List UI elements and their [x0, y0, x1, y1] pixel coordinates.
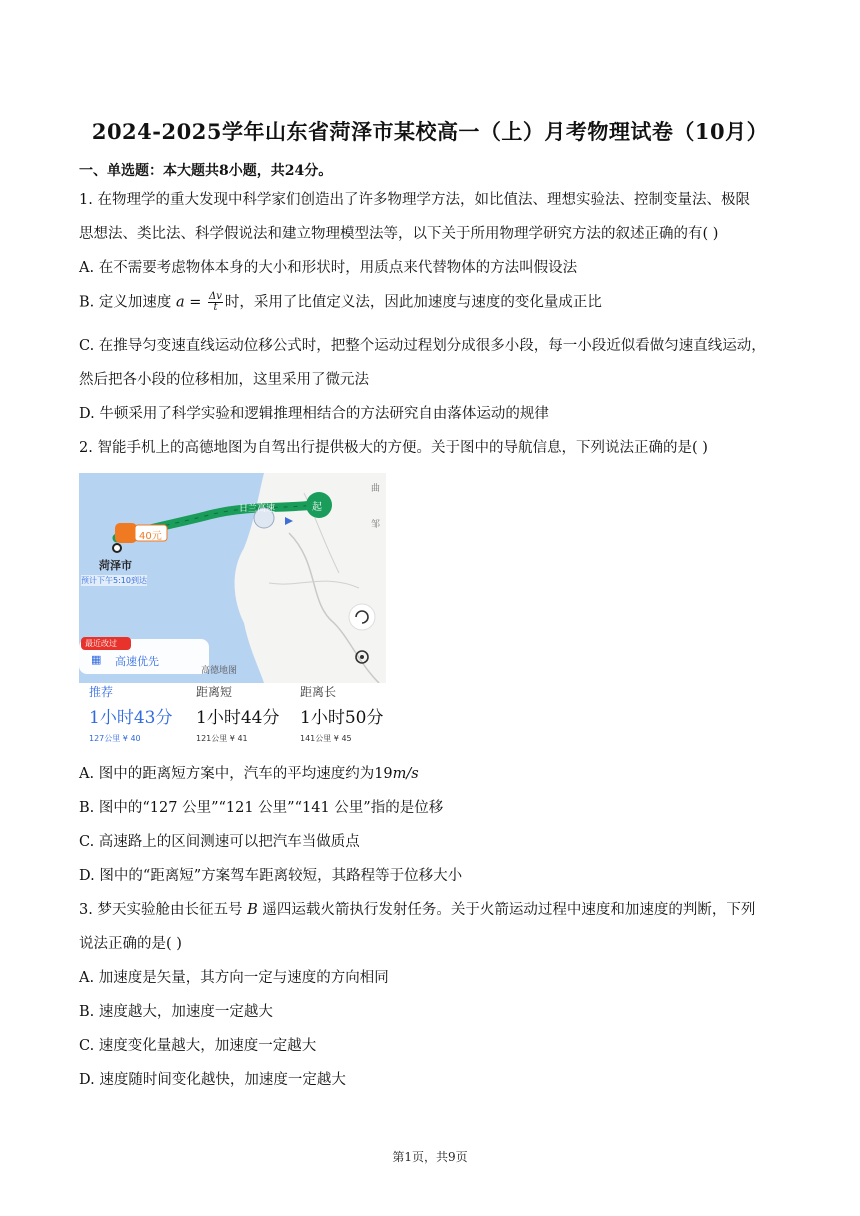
map-place-label-1: 曲: [371, 484, 381, 494]
q1-formula-eq: =: [184, 294, 207, 311]
q3-option-b: B. 速度越大，加速度一定越大: [79, 1004, 273, 1020]
route-option-long: [300, 683, 383, 744]
destination-dot-icon: [113, 544, 121, 552]
q1-formula-fraction: [208, 292, 223, 313]
grid-icon: ▦: [91, 653, 102, 666]
q1-stem-line1: 1. 在物理学的重大发现中科学家们创造出了许多物理学方法，如比值法、理想实验法、控制变量法、极限: [79, 192, 750, 208]
q1-option-b-prefix: B. 定义加速度: [79, 294, 172, 311]
fuel-badge-icon: [115, 523, 137, 543]
q3-option-d: D. 速度随时间变化越快，加速度一定越大: [79, 1072, 346, 1088]
q2-option-a-text: A. 图中的距离短方案中，汽车的平均速度约为: [79, 766, 375, 782]
q1-formula-var: a: [175, 294, 185, 311]
route-time: 1小时44分: [196, 708, 280, 728]
q1-option-c-line2: 然后把各小段的位移相加，这里采用了微元法: [79, 372, 369, 388]
q3-stem-suffix: 遥四运载火箭执行发射任务。关于火箭运动过程中速度和加速度的判断，下列: [262, 902, 756, 918]
route-option-recommended: [89, 683, 172, 744]
q2-option-a-value: 19: [374, 766, 393, 782]
route-time: 1小时50分: [300, 708, 384, 728]
q2-option-b: B. 图中的“127 公里”“121 公里”“141 公里”指的是位移: [79, 800, 444, 816]
eta-label: 预计下午5:10到达: [81, 576, 147, 585]
recent-tag: 最近改过: [85, 639, 117, 648]
q1-stem-line2: 思想法、类比法、科学假说法和建立物理模型法等，以下关于所用物理学研究方法的叙述正确的有( ): [79, 226, 719, 242]
q1-option-a: A. 在不需要考虑物体本身的大小和形状时，用质点来代替物体的方法叫假设法: [79, 260, 578, 276]
q3-option-c: C. 速度变化量越大，加速度一定越大: [79, 1038, 317, 1054]
route-time: 1小时43分: [89, 708, 173, 728]
price-badge: 40元: [139, 531, 162, 542]
route-meta: 121公里 ¥ 41: [196, 734, 248, 743]
q1-option-b: [79, 292, 784, 313]
preference-label: 高速优先: [115, 655, 159, 668]
q2-option-c: C. 高速路上的区间测速可以把汽车当做质点: [79, 834, 360, 850]
q1-option-d: D. 牛顿采用了科学实验和逻辑推理相结合的方法研究自由落体运动的规律: [79, 406, 549, 422]
navigation-map: [79, 473, 386, 683]
route-label: 距离长: [300, 685, 337, 699]
q2-option-a: [79, 764, 784, 784]
q1-formula-denominator: t: [213, 302, 218, 313]
highway-label: 日兰高速: [239, 504, 276, 514]
map-place-label-2: 邹: [371, 520, 381, 530]
route-meta: 141公里 ¥ 45: [300, 734, 352, 743]
q2-option-d: D. 图中的“距离短”方案驾车距离较短，其路程等于位移大小: [79, 868, 463, 884]
q2-stem: 2. 智能手机上的高德地图为自驾出行提供极大的方便。关于图中的导航信息，下列说法正确的是( ): [79, 440, 708, 456]
q2-option-a-unit: m/s: [392, 766, 419, 782]
route-meta: 127公里 ¥ 40: [89, 734, 141, 743]
route-option-short: [196, 683, 279, 744]
q3-stem-var: B: [247, 902, 258, 918]
route-label: 距离短: [196, 685, 233, 699]
q3-stem-prefix: 3. 梦天实验舱由长征五号: [79, 902, 243, 918]
city-label: 菏泽市: [99, 559, 132, 572]
locate-icon-center: [360, 655, 364, 659]
q3-option-a: A. 加速度是矢量，其方向一定与速度的方向相同: [79, 970, 389, 986]
exam-title: 2024-2025学年山东省菏泽市某校高一（上）月考物理试卷（10月）: [91, 119, 769, 144]
map-logo: 高德地图: [201, 666, 238, 676]
page-footer: 第1页，共9页: [392, 1150, 468, 1164]
q1-option-b-suffix: 时，采用了比值定义法，因此加速度与速度的变化量成正比: [224, 294, 602, 311]
section-header: 一、单选题：本大题共8小题，共24分。: [79, 163, 333, 179]
start-marker-label: 起: [312, 502, 322, 513]
route-options: [79, 683, 399, 743]
q1-formula-numerator: Δv: [209, 291, 222, 302]
route-label: 推荐: [89, 685, 114, 699]
q3-stem-line1: [79, 900, 784, 920]
q3-stem-line2: 说法正确的是( ): [79, 936, 182, 952]
q1-option-c-line1: C. 在推导匀变速直线运动位移公式时，把整个运动过程划分成很多小段，每一小段近似看做匀速直线运动，: [79, 338, 766, 354]
refresh-button-bg: [349, 604, 375, 630]
